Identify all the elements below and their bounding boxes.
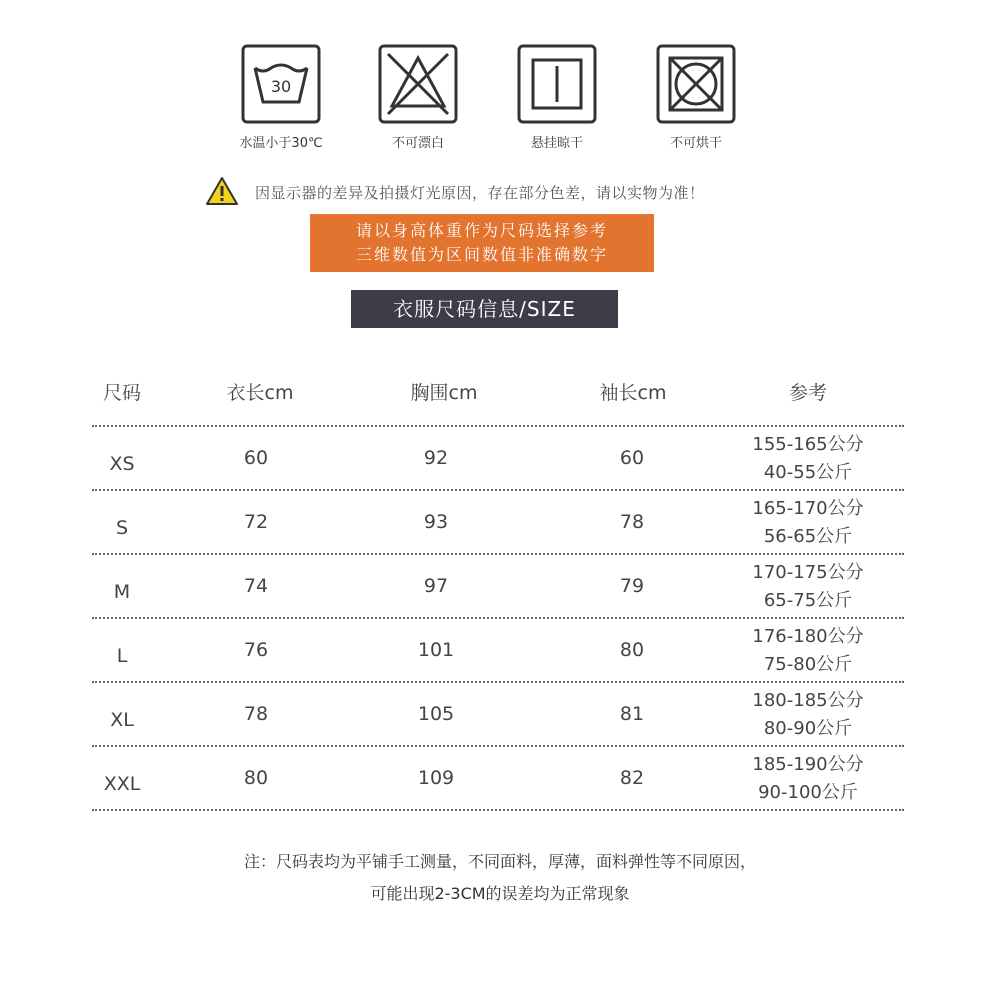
weight-range: 40-55公斤: [763, 462, 853, 483]
advice-line-1: 请以身高体重作为尺码选择参考: [355, 221, 608, 240]
wash-temp: 30: [270, 77, 292, 96]
sleeve-cell: 80: [619, 639, 645, 661]
length-cell: 78: [243, 703, 269, 725]
size-cell: L: [116, 645, 128, 667]
note-line-1: 注：尺码表均为平铺手工测量，不同面料，厚薄，面料弹性等不同原因，: [243, 852, 756, 871]
care-label: 不可烘干: [669, 136, 722, 151]
size-cell: XXL: [103, 773, 141, 795]
header-size: 尺码: [102, 382, 142, 404]
color-warning: [205, 176, 805, 206]
sleeve-cell: 82: [619, 767, 645, 789]
care-item-no-tumble-dry: [631, 44, 761, 151]
measurement-note: [0, 846, 1000, 910]
reference-cell: [752, 495, 863, 551]
size-info-title: 衣服尺码信息/SIZE: [351, 290, 618, 328]
note-line-2: 可能出现2-3CM的误差均为正常现象: [370, 884, 630, 903]
no-bleach-icon: [378, 44, 458, 124]
care-item-wash-30: [216, 44, 346, 151]
table-header: [92, 370, 904, 425]
reference-cell: [752, 687, 863, 743]
size-cell: S: [115, 517, 129, 539]
length-cell: 74: [243, 575, 269, 597]
no-tumble-dry-icon: [656, 44, 736, 124]
header-length: 衣长cm: [226, 382, 294, 404]
height-range: 185-190公分: [752, 754, 864, 775]
table-row: [92, 489, 904, 553]
length-cell: 80: [243, 767, 269, 789]
length-cell: 76: [243, 639, 269, 661]
care-label: 水温小于30℃: [239, 136, 323, 151]
weight-range: 80-90公斤: [763, 718, 853, 739]
warning-text: 因显示器的差异及拍摄灯光原因，存在部分色差，请以实物为准！: [255, 184, 705, 202]
header-chest: 胸围cm: [410, 382, 478, 404]
reference-cell: [752, 751, 863, 807]
reference-cell: [752, 431, 863, 487]
height-range: 165-170公分: [752, 498, 864, 519]
size-advice-banner: [310, 214, 654, 272]
weight-range: 65-75公斤: [763, 590, 853, 611]
chest-cell: 92: [423, 447, 449, 469]
table-row: [92, 425, 904, 489]
sleeve-cell: 79: [619, 575, 645, 597]
table-row: [92, 681, 904, 745]
advice-line-2: 三维数值为区间数值非准确数字: [355, 245, 608, 264]
care-label: 悬挂晾干: [530, 136, 583, 151]
weight-range: 75-80公斤: [763, 654, 853, 675]
height-range: 170-175公分: [752, 562, 864, 583]
sleeve-cell: 81: [619, 703, 645, 725]
chest-cell: 93: [423, 511, 449, 533]
table-row: [92, 553, 904, 617]
size-cell: XL: [110, 709, 134, 731]
weight-range: 56-65公斤: [763, 526, 853, 547]
care-item-no-bleach: [353, 44, 483, 151]
hang-dry-icon: [517, 44, 597, 124]
sleeve-cell: 78: [619, 511, 645, 533]
chest-cell: 101: [417, 639, 455, 661]
length-cell: 60: [243, 447, 269, 469]
size-table: [92, 370, 904, 811]
sleeve-cell: 60: [619, 447, 645, 469]
height-range: 180-185公分: [752, 690, 864, 711]
table-row: [92, 745, 904, 811]
chest-cell: 109: [417, 767, 455, 789]
header-reference: 参考: [788, 382, 828, 404]
length-cell: 72: [243, 511, 269, 533]
reference-cell: [752, 559, 863, 615]
header-sleeve: 袖长cm: [599, 382, 667, 404]
care-item-hang-dry: [492, 44, 622, 151]
care-label: 不可漂白: [391, 136, 444, 151]
weight-range: 90-100公斤: [758, 782, 858, 803]
chest-cell: 105: [417, 703, 455, 725]
reference-cell: [752, 623, 863, 679]
wash-30-icon: [241, 44, 321, 124]
height-range: 176-180公分: [752, 626, 864, 647]
size-cell: M: [113, 581, 131, 603]
size-cell: XS: [109, 453, 135, 475]
height-range: 155-165公分: [752, 434, 864, 455]
warning-icon: [205, 176, 239, 206]
table-row: [92, 617, 904, 681]
chest-cell: 97: [423, 575, 449, 597]
